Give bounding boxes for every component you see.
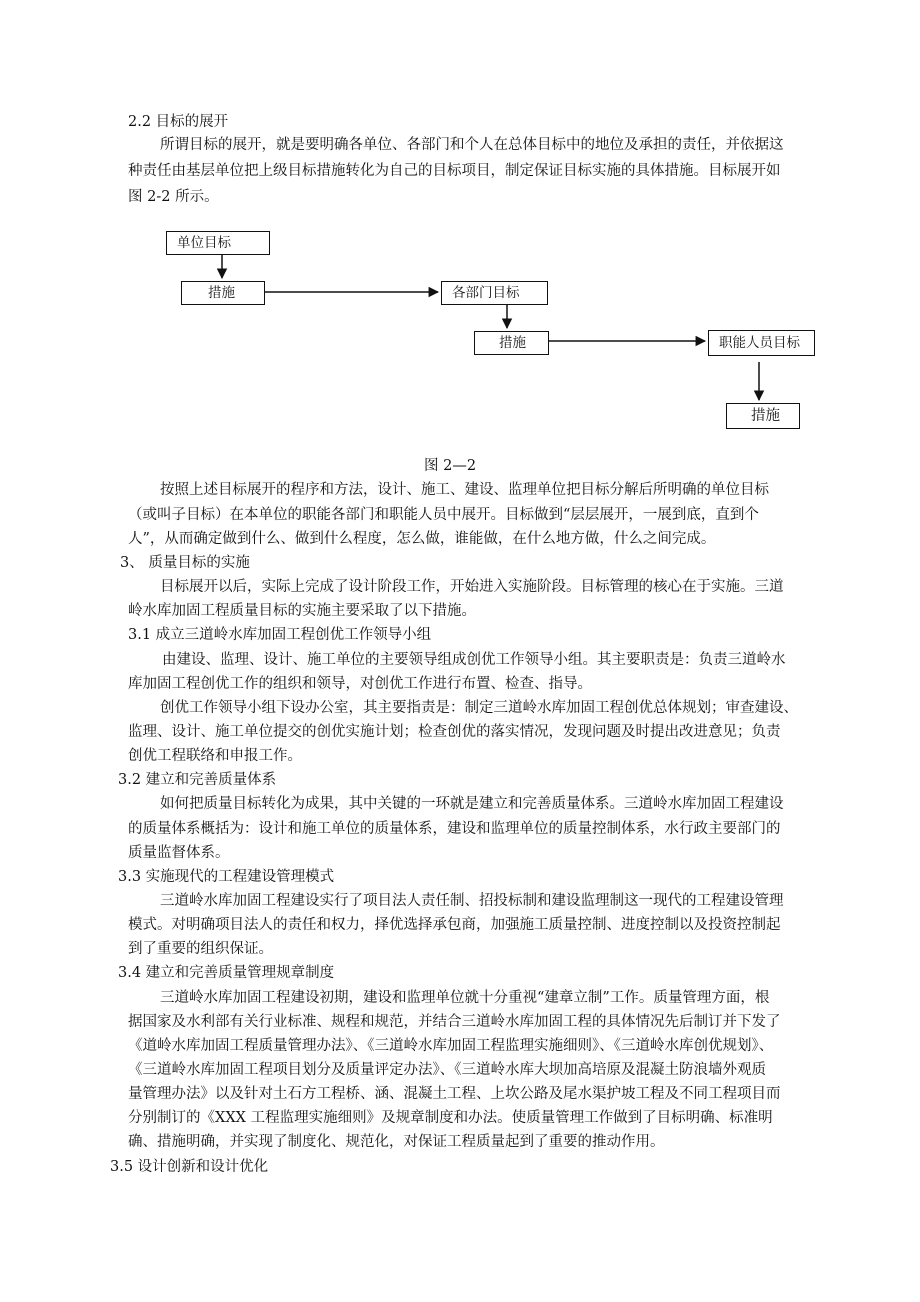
box-measure-2: 措施 — [474, 331, 549, 355]
section-heading-2-2: 2.2 目标的展开 — [128, 114, 229, 130]
box-dept-goal: 各部门目标 — [441, 281, 548, 305]
paragraph-line: 人”，从而确定做到什么、做到什么程度，怎么做，谁能做，在什么地方做，什么之间完成。 — [128, 531, 716, 547]
paragraph-line: 三道岭水库加固工程建设初期，建设和监理单位就十分重视“建章立制”工作。质量管理方面，根 — [160, 990, 770, 1006]
section-heading-3-5: 3.5 设计创新和设计优化 — [110, 1159, 269, 1175]
section-heading-3-4: 3.4 建立和完善质量管理规章制度 — [118, 965, 335, 981]
paragraph-line: 确、措施明确，并实现了制度化、规范化，对保证工程质量起到了重要的推动作用。 — [128, 1134, 665, 1150]
goal-deployment-diagram — [0, 0, 920, 470]
paragraph-line: 的质量体系概括为：设计和施工单位的质量体系，建设和监理单位的质量控制体系，水行政主要部门的 — [128, 821, 781, 837]
paragraph-line: （或叫子目标）在本单位的职能各部门和职能人员中展开。目标做到“层层展开，一展到底，直到个 — [128, 507, 759, 523]
paragraph-line: 质量监督体系。 — [128, 845, 230, 861]
paragraph-line: 目标展开以后，实际上完成了设计阶段工作，开始进入实施阶段。目标管理的核心在于实施。三道 — [160, 579, 784, 595]
paragraph-line: 据国家及水利部有关行业标准、规程和规范，并结合三道岭水库加固工程的具体情况先后制订并下发了 — [128, 1014, 781, 1030]
paragraph-line: 所谓目标的展开，就是要明确各单位、各部门和个人在总体目标中的地位及承担的责任，并依据这 — [160, 137, 784, 153]
paragraph-line: 到了重要的组织保证。 — [128, 941, 273, 957]
paragraph-line: 《道岭水库加固工程质量管理办法》、《三道岭水库加固工程监理实施细则》、《三道岭水库创优规划》、 — [128, 1038, 774, 1054]
paragraph-line: 三道岭水库加固工程建设实行了项目法人责任制、招投标制和建设监理制这一现代的工程建设管理 — [160, 893, 784, 909]
box-measure-3: 措施 — [726, 403, 800, 429]
box-unit-goal: 单位目标 — [166, 231, 270, 255]
section-heading-3-2: 3.2 建立和完善质量体系 — [118, 772, 277, 788]
section-heading-3: 3、 质量目标的实施 — [120, 555, 250, 571]
paragraph-line: 库加固工程创优工作的组织和领导，对创优工作进行布置、检查、指导。 — [128, 676, 592, 692]
box-measure-1: 措施 — [181, 281, 265, 305]
paragraph-line: 量管理办法》以及针对土石方工程桥、涵、混凝土工程、上坎公路及尾水渠护坡工程及不同工程项目而 — [128, 1086, 781, 1102]
paragraph-line: 创优工程联络和申报工作。 — [128, 748, 302, 764]
box-staff-goal: 职能人员目标 — [708, 330, 815, 356]
figure-caption: 图 2—2 — [424, 458, 477, 474]
section-heading-3-1: 3.1 成立三道岭水库加固工程创优工作领导小组 — [128, 627, 432, 643]
paragraph-line: 《三道岭水库加固工程项目划分及质量评定办法》、《三道岭水库大坝加高培原及混凝土防浪墙外观质 — [128, 1062, 766, 1078]
paragraph-line: 分别制订的《XXX 工程监理实施细则》及规章制度和办法。使质量管理工作做到了目标明确、标准明 — [128, 1110, 773, 1126]
paragraph-line: 创优工作领导小组下设办公室，其主要指责是：制定三道岭水库加固工程创优总体规划；审查建设、 — [160, 700, 798, 716]
paragraph-line: 图 2-2 所示。 — [128, 189, 219, 205]
paragraph-line: 岭水库加固工程质量目标的实施主要采取了以下措施。 — [128, 603, 476, 619]
paragraph-line: 监理、设计、施工单位提交的创优实施计划；检查创优的落实情况，发现问题及时提出改进意见；负责 — [128, 724, 781, 740]
section-heading-3-3: 3.3 实施现代的工程建设管理模式 — [118, 869, 335, 885]
paragraph-line: 按照上述目标展开的程序和方法，设计、施工、建设、监理单位把目标分解后所明确的单位目标 — [160, 482, 769, 498]
paragraph-line: 如何把质量目标转化为成果，其中关键的一环就是建立和完善质量体系。三道岭水库加固工程建设 — [160, 796, 784, 812]
paragraph-line: 种责任由基层单位把上级目标措施转化为自己的目标项目，制定保证目标实施的具体措施。目标展开如 — [128, 163, 781, 179]
paragraph-line: 模式。对明确项目法人的责任和权力，择优选择承包商，加强施工质量控制、进度控制以及投资控制起 — [128, 917, 781, 933]
paragraph-line: 由建设、监理、设计、施工单位的主要领导组成创优工作领导小组。其主要职责是：负责三道岭水 — [162, 652, 786, 668]
